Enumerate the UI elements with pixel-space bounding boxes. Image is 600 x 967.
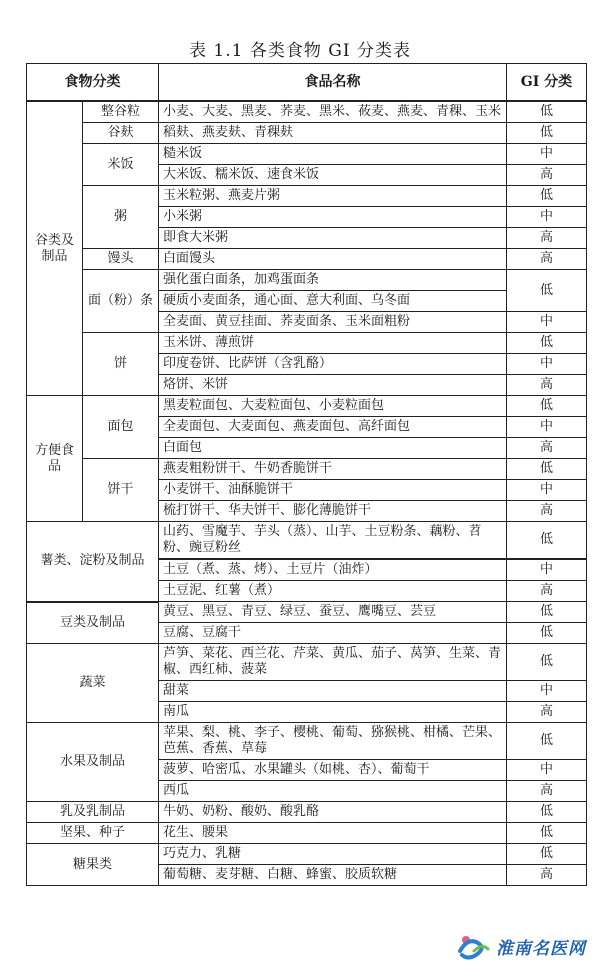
table-title: 表 1.1 各类食物 GI 分类表 bbox=[189, 41, 411, 61]
table-row bbox=[27, 522, 587, 560]
group-nuts: 坚果、种子 bbox=[27, 823, 159, 844]
gi-cell: 中 bbox=[507, 559, 587, 581]
gi-cell: 中 bbox=[507, 417, 587, 438]
food-name-cell: 土豆泥、红薯（煮） bbox=[159, 581, 507, 602]
table-row bbox=[27, 644, 587, 681]
table-row bbox=[27, 249, 587, 270]
gi-cell: 高 bbox=[507, 702, 587, 723]
food-name-cell: 全麦面包、大麦面包、燕麦面包、高纤面包 bbox=[159, 417, 507, 438]
gi-cell: 中 bbox=[507, 480, 587, 501]
group-tuber: 薯类、淀粉及制品 bbox=[27, 522, 159, 602]
sub-noodle: 面（粉）条 bbox=[83, 270, 159, 333]
gi-cell: 低 bbox=[507, 101, 587, 123]
header-category: 食物分类 bbox=[27, 64, 159, 102]
food-name-cell: 白面包 bbox=[159, 438, 507, 459]
food-name-cell: 黑麦粒面包、大麦粒面包、小麦粒面包 bbox=[159, 396, 507, 417]
food-name-cell: 烙饼、米饼 bbox=[159, 375, 507, 396]
table-row bbox=[27, 802, 587, 823]
gi-cell: 高 bbox=[507, 781, 587, 802]
food-name-cell: 山药、雪魔芋、芋头（蒸）、山芋、土豆粉条、藕粉、苕粉、豌豆粉丝 bbox=[159, 522, 507, 560]
food-name-cell: 菠萝、哈密瓜、水果罐头（如桃、杏）、葡萄干 bbox=[159, 760, 507, 781]
gi-cell: 低 bbox=[507, 186, 587, 207]
gi-cell: 高 bbox=[507, 228, 587, 249]
table-row bbox=[27, 333, 587, 354]
food-name-cell: 梳打饼干、华夫饼干、膨化薄脆饼干 bbox=[159, 501, 507, 522]
food-name-cell: 芦笋、菜花、西兰花、芹菜、黄瓜、茄子、莴笋、生菜、青椒、西红柿、菠菜 bbox=[159, 644, 507, 681]
gi-cell: 高 bbox=[507, 581, 587, 602]
group-veg: 蔬菜 bbox=[27, 644, 159, 723]
group-dairy: 乳及乳制品 bbox=[27, 802, 159, 823]
group-convenience: 方便食品 bbox=[27, 396, 83, 522]
food-name-cell: 硬质小麦面条，通心面、意大利面、乌冬面 bbox=[159, 291, 507, 312]
food-name-cell: 葡萄糖、麦芽糖、白糖、蜂蜜、胶质软糖 bbox=[159, 865, 507, 886]
gi-cell: 低 bbox=[507, 723, 587, 760]
sub-biscuit: 饼干 bbox=[83, 459, 159, 522]
food-name-cell: 印度卷饼、比萨饼（含乳酪） bbox=[159, 354, 507, 375]
gi-cell: 中 bbox=[507, 312, 587, 333]
gi-cell: 低 bbox=[507, 333, 587, 354]
gi-cell: 低 bbox=[507, 823, 587, 844]
table-row bbox=[27, 186, 587, 207]
gi-cell: 高 bbox=[507, 165, 587, 186]
food-name-cell: 即食大米粥 bbox=[159, 228, 507, 249]
swirl-logo-icon bbox=[456, 931, 492, 961]
food-name-cell: 白面馒头 bbox=[159, 249, 507, 270]
table-row bbox=[27, 723, 587, 760]
sub-rice: 米饭 bbox=[83, 144, 159, 186]
gi-cell: 中 bbox=[507, 144, 587, 165]
food-name-cell: 西瓜 bbox=[159, 781, 507, 802]
food-name-cell: 豆腐、豆腐干 bbox=[159, 623, 507, 644]
gi-cell: 低 bbox=[507, 623, 587, 644]
header-name: 食品名称 bbox=[159, 64, 507, 102]
food-name-cell: 稻麸、燕麦麸、青稞麸 bbox=[159, 123, 507, 144]
watermark-text: 淮南名医网 bbox=[496, 938, 586, 959]
table-row bbox=[27, 459, 587, 480]
gi-cell: 中 bbox=[507, 681, 587, 702]
food-name-cell: 巧克力、乳糖 bbox=[159, 844, 507, 865]
gi-cell: 中 bbox=[507, 207, 587, 228]
food-name-cell: 牛奶、奶粉、酸奶、酸乳酪 bbox=[159, 802, 507, 823]
header-gi: GI 分类 bbox=[507, 64, 587, 102]
food-name-cell: 大米饭、糯米饭、速食米饭 bbox=[159, 165, 507, 186]
gi-cell: 低 bbox=[507, 396, 587, 417]
sub-bran: 谷麸 bbox=[83, 123, 159, 144]
gi-cell: 低 bbox=[507, 644, 587, 681]
food-name-cell: 全麦面、黄豆挂面、荞麦面条、玉米面粗粉 bbox=[159, 312, 507, 333]
table-row bbox=[27, 123, 587, 144]
table-row bbox=[27, 144, 587, 165]
food-name-cell: 玉米饼、薄煎饼 bbox=[159, 333, 507, 354]
table-row bbox=[27, 396, 587, 417]
food-name-cell: 燕麦粗粉饼干、牛奶香脆饼干 bbox=[159, 459, 507, 480]
gi-cell: 高 bbox=[507, 501, 587, 522]
table-header-row bbox=[27, 64, 587, 102]
food-name-cell: 小米粥 bbox=[159, 207, 507, 228]
food-name-cell: 糙米饭 bbox=[159, 144, 507, 165]
group-fruit: 水果及制品 bbox=[27, 723, 159, 802]
food-name-cell: 苹果、梨、桃、李子、樱桃、葡萄、猕猴桃、柑橘、芒果、芭蕉、香蕉、草莓 bbox=[159, 723, 507, 760]
food-name-cell: 土豆（煮、蒸、烤）、土豆片（油炸） bbox=[159, 559, 507, 581]
gi-cell: 高 bbox=[507, 249, 587, 270]
gi-cell: 高 bbox=[507, 438, 587, 459]
table-row bbox=[27, 101, 587, 123]
group-legume: 豆类及制品 bbox=[27, 602, 159, 644]
gi-cell: 中 bbox=[507, 354, 587, 375]
food-name-cell: 南瓜 bbox=[159, 702, 507, 723]
gi-cell: 高 bbox=[507, 865, 587, 886]
food-name-cell: 小麦、大麦、黑麦、荞麦、黑米、莜麦、燕麦、青稞、玉米 bbox=[159, 101, 507, 123]
food-name-cell: 强化蛋白面条，加鸡蛋面条 bbox=[159, 270, 507, 291]
gi-table bbox=[26, 63, 587, 886]
sub-cake: 饼 bbox=[83, 333, 159, 396]
table-row bbox=[27, 844, 587, 865]
table-row bbox=[27, 602, 587, 623]
group-candy: 糖果类 bbox=[27, 844, 159, 886]
sub-porridge: 粥 bbox=[83, 186, 159, 249]
sub-bun: 馒头 bbox=[83, 249, 159, 270]
gi-cell: 低 bbox=[507, 522, 587, 560]
gi-cell: 低 bbox=[507, 602, 587, 623]
food-name-cell: 小麦饼干、油酥脆饼干 bbox=[159, 480, 507, 501]
watermark-logo bbox=[456, 931, 586, 961]
table-row bbox=[27, 823, 587, 844]
food-name-cell: 玉米粒粥、燕麦片粥 bbox=[159, 186, 507, 207]
gi-cell: 高 bbox=[507, 375, 587, 396]
food-name-cell: 黄豆、黑豆、青豆、绿豆、蚕豆、鹰嘴豆、芸豆 bbox=[159, 602, 507, 623]
gi-cell: 低 bbox=[507, 123, 587, 144]
gi-cell: 低 bbox=[507, 270, 587, 312]
gi-cell: 低 bbox=[507, 459, 587, 480]
food-name-cell: 花生、腰果 bbox=[159, 823, 507, 844]
table-row bbox=[27, 270, 587, 291]
gi-cell: 低 bbox=[507, 844, 587, 865]
gi-cell: 中 bbox=[507, 760, 587, 781]
sub-whole: 整谷粒 bbox=[83, 101, 159, 123]
food-name-cell: 甜菜 bbox=[159, 681, 507, 702]
group-grain: 谷类及制品 bbox=[27, 101, 83, 396]
gi-cell: 低 bbox=[507, 802, 587, 823]
sub-bread: 面包 bbox=[83, 396, 159, 459]
